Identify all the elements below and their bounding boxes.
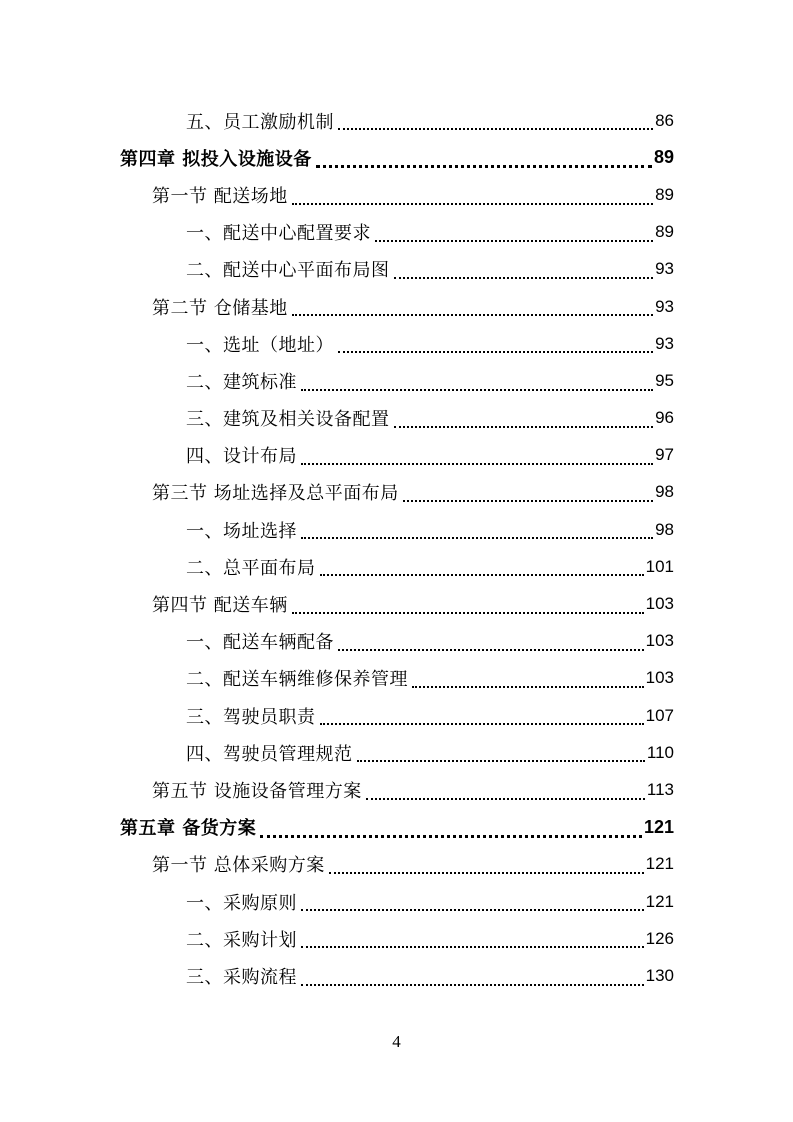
toc-entry-page-number: 101 <box>645 556 674 576</box>
toc-entry-title: 三、采购流程 <box>186 966 297 988</box>
toc-entry-page-number: 126 <box>645 928 674 948</box>
dot-leader <box>394 276 654 279</box>
toc-entry-page-number: 103 <box>645 668 674 688</box>
toc-entry-section[interactable] <box>0 771 793 808</box>
toc-entry-title: 第五章 备货方案 <box>120 818 257 840</box>
toc-entry-item[interactable] <box>0 734 793 771</box>
dot-leader <box>320 573 644 576</box>
toc-entry-page-number: 89 <box>653 147 674 168</box>
toc-entry-title: 一、配送中心配置要求 <box>186 223 371 245</box>
toc-entry-page-number: 93 <box>655 259 674 279</box>
toc-entry-page-number: 113 <box>646 779 674 799</box>
toc-entry-item[interactable] <box>0 400 793 437</box>
toc-entry-title: 四、驾驶员管理规范 <box>186 743 353 765</box>
toc-entry-title: 第一节 配送场地 <box>152 185 288 207</box>
toc-entry-item[interactable] <box>0 623 793 660</box>
dot-leader <box>301 945 644 948</box>
toc-entry-page-number: 121 <box>643 816 674 837</box>
toc-entry-item[interactable] <box>0 102 793 139</box>
toc-entry-title: 一、配送车辆配备 <box>186 632 334 654</box>
page-number: 4 <box>392 1032 401 1051</box>
dot-leader <box>292 313 653 316</box>
toc-entry-item[interactable] <box>0 325 793 362</box>
toc-entry-section[interactable] <box>0 176 793 213</box>
dot-leader <box>357 759 645 762</box>
toc-entry-item[interactable] <box>0 920 793 957</box>
toc-entry-title: 四、设计布局 <box>186 446 297 468</box>
dot-leader <box>260 834 642 838</box>
dot-leader <box>412 685 644 688</box>
toc-entry-page-number: 121 <box>645 891 674 911</box>
dot-leader <box>292 202 653 205</box>
dot-leader <box>301 462 653 465</box>
toc-entry-page-number: 93 <box>655 333 674 353</box>
toc-entry-page-number: 96 <box>655 408 674 428</box>
toc-entry-title: 二、配送车辆维修保养管理 <box>186 669 408 691</box>
dot-leader <box>403 499 653 502</box>
table-of-contents <box>0 102 793 995</box>
toc-entry-item[interactable] <box>0 362 793 399</box>
dot-leader <box>338 127 653 130</box>
toc-entry-title: 二、建筑标准 <box>186 371 297 393</box>
toc-entry-title: 一、选址（地址） <box>186 334 334 356</box>
dot-leader <box>301 983 644 986</box>
dot-leader <box>301 536 653 539</box>
toc-entry-title: 二、配送中心平面布局图 <box>186 260 390 282</box>
toc-entry-title: 第二节 仓储基地 <box>152 297 288 319</box>
toc-entry-page-number: 97 <box>655 445 674 465</box>
toc-entry-title: 第四章 拟投入设施设备 <box>120 148 312 170</box>
toc-entry-section[interactable] <box>0 288 793 325</box>
toc-entry-title: 第五节 设施设备管理方案 <box>152 780 362 802</box>
toc-entry-section[interactable] <box>0 585 793 622</box>
toc-entry-page-number: 110 <box>646 742 674 762</box>
toc-entry-title: 第三节 场址选择及总平面布局 <box>152 483 399 505</box>
toc-entry-item[interactable] <box>0 957 793 994</box>
toc-entry-title: 五、员工激励机制 <box>186 111 334 133</box>
toc-entry-title: 三、建筑及相关设备配置 <box>186 409 390 431</box>
dot-leader <box>338 350 653 353</box>
toc-entry-title: 第一节 总体采购方案 <box>152 855 325 877</box>
toc-entry-title: 一、场址选择 <box>186 520 297 542</box>
toc-entry-title: 一、采购原则 <box>186 892 297 914</box>
toc-entry-page-number: 107 <box>645 705 674 725</box>
toc-entry-page-number: 89 <box>655 222 674 242</box>
toc-entry-page-number: 121 <box>645 854 674 874</box>
toc-entry-item[interactable] <box>0 214 793 251</box>
toc-entry-page-number: 95 <box>655 370 674 390</box>
dot-leader <box>394 425 654 428</box>
toc-entry-chapter[interactable] <box>0 139 793 176</box>
toc-entry-page-number: 98 <box>655 482 674 502</box>
toc-entry-title: 三、驾驶员职责 <box>186 706 316 728</box>
toc-entry-chapter[interactable] <box>0 809 793 846</box>
dot-leader <box>301 388 653 391</box>
toc-entry-item[interactable] <box>0 697 793 734</box>
toc-entry-item[interactable] <box>0 883 793 920</box>
toc-entry-item[interactable] <box>0 251 793 288</box>
toc-entry-page-number: 93 <box>655 296 674 316</box>
toc-entry-item[interactable] <box>0 548 793 585</box>
toc-entry-title: 第四节 配送车辆 <box>152 595 288 617</box>
dot-leader <box>338 648 644 651</box>
toc-entry-title: 二、采购计划 <box>186 929 297 951</box>
toc-entry-page-number: 98 <box>655 519 674 539</box>
dot-leader <box>320 722 644 725</box>
toc-entry-section[interactable] <box>0 474 793 511</box>
toc-entry-title: 二、总平面布局 <box>186 557 316 579</box>
dot-leader <box>329 871 644 874</box>
toc-entry-item[interactable] <box>0 511 793 548</box>
toc-entry-page-number: 89 <box>655 184 674 204</box>
toc-entry-item[interactable] <box>0 660 793 697</box>
dot-leader <box>292 611 644 614</box>
toc-entry-item[interactable] <box>0 437 793 474</box>
dot-leader <box>375 239 653 242</box>
toc-entry-page-number: 86 <box>655 110 674 130</box>
dot-leader <box>366 797 645 800</box>
toc-entry-section[interactable] <box>0 846 793 883</box>
toc-entry-page-number: 130 <box>645 965 674 985</box>
dot-leader <box>301 908 644 911</box>
dot-leader <box>316 164 652 168</box>
toc-entry-page-number: 103 <box>645 594 674 614</box>
toc-entry-page-number: 103 <box>645 631 674 651</box>
